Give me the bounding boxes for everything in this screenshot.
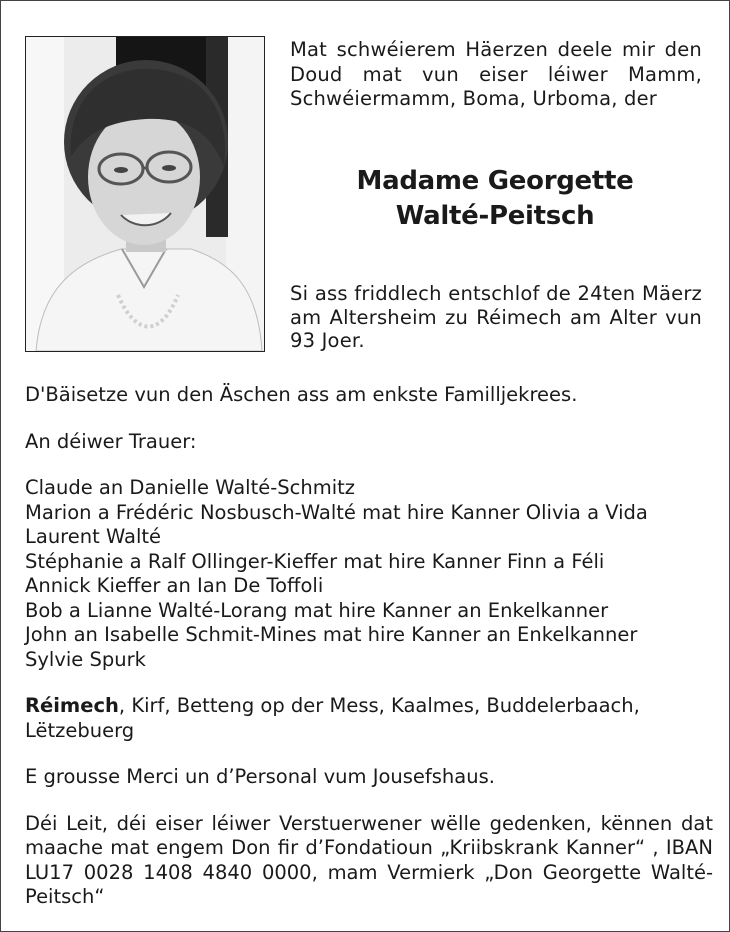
donation-text: Déi Leit, déi eiser léiwer Verstuerwener wëlle gedenken, kënnen dat maache mat engem Don fir d’Fondatioun „Kriibskrank Kanner“ , IBAN LU17 0028 1408 4840 0000, mam Vermierk „Don Georgette Walté-Peitsch“ (25, 811, 713, 908)
burial-note: D'Bäisetze vun den Äschen ass am enkste Familljekrees. (25, 383, 578, 406)
mourner-line: John an Isabelle Schmit-Mines mat hire Kanner an Enkelkanner (25, 623, 638, 646)
notice-body (25, 383, 715, 910)
thanks-text: E grousse Merci un d’Personal vum Jousefshaus. (25, 765, 495, 788)
place-main: Réimech (25, 694, 119, 717)
mourning-heading: An déiwer Trauer: (25, 429, 197, 453)
places-rest: , Kirf, Betteng op der Mess, Kaalmes, Buddelerbaach, Lëtzebuerg (25, 694, 640, 742)
mourner-line: Bob a Lianne Walté-Lorang mat hire Kanner an Enkelkanner (25, 598, 609, 622)
mourner-line: Claude an Danielle Walté-Schmitz (25, 476, 356, 499)
deceased-name-line2: Walté-Peitsch (395, 201, 595, 231)
deceased-name-line1: Madame Georgette (356, 166, 634, 196)
intro-text: Mat schwéierem Häerzen deele mir den Doud mat vun eiser léiwer Mamm, Schwéiermamm, Boma, Urboma, der (290, 38, 702, 110)
mourners-list (25, 476, 715, 672)
places-line (25, 694, 715, 743)
mourner-line: Annick Kieffer an Ian De Toffoli (25, 574, 324, 597)
mourner-line: Marion a Frédéric Nosbusch-Walté mat hire Kanner Olivia a Vida (25, 500, 648, 524)
death-announcement: Si ass friddlech entschlof de 24ten Mäerz am Altersheim zu Réimech am Alter vun 93 Joer. (290, 282, 702, 352)
deceased-name (286, 164, 704, 234)
mourner-line: Sylvie Spurk (25, 647, 146, 671)
mourner-line: Laurent Walté (25, 525, 162, 548)
portrait-photo (25, 36, 265, 352)
mourner-line: Stéphanie a Ralf Ollinger-Kieffer mat hire Kanner Finn a Féli (25, 549, 605, 573)
